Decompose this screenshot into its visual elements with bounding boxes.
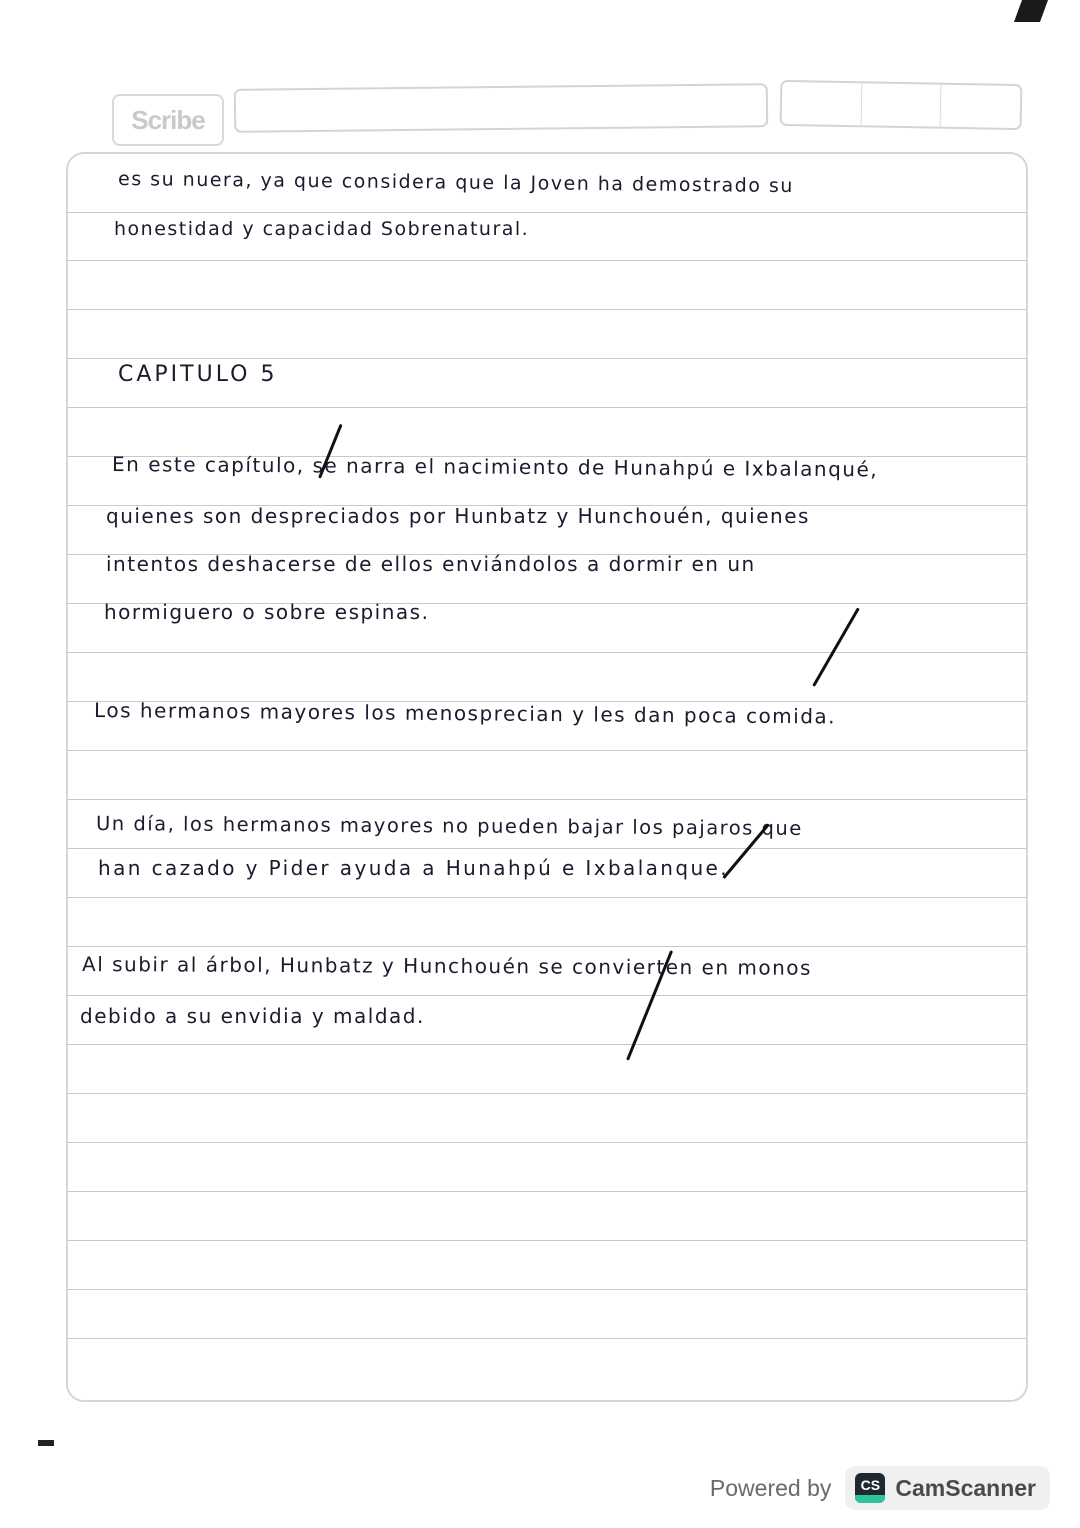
- ruled-line: [68, 750, 1026, 751]
- ruled-line: [68, 260, 1026, 261]
- ruled-line: [68, 1240, 1026, 1241]
- powered-by-label: Powered by: [709, 1474, 832, 1501]
- page-corner-shadow: [1014, 0, 1048, 22]
- page-edge-shadow: [38, 1440, 54, 1446]
- ruled-line: [68, 407, 1026, 408]
- date-field: [780, 80, 1023, 130]
- handwritten-line: Un día, los hermanos mayores no pueden bajar los pajaros que: [96, 812, 803, 840]
- ruled-line: [68, 309, 1026, 310]
- handwritten-line: En este capítulo, se narra el nacimiento de Hunahpú e Ixbalanqué,: [112, 452, 879, 482]
- handwritten-line: honestidad y capacidad Sobrenatural.: [114, 218, 530, 240]
- camscanner-watermark: [710, 1466, 1050, 1510]
- ruled-line: [68, 1142, 1026, 1143]
- handwritten-line: Los hermanos mayores los menosprecian y les dan poca comida.: [94, 698, 837, 729]
- camscanner-badge: [845, 1466, 1050, 1510]
- ruled-line: [68, 1338, 1026, 1339]
- lined-sheet: [66, 152, 1028, 1402]
- ruled-line: [68, 212, 1026, 213]
- chapter-heading: CAPITULO 5: [118, 362, 278, 387]
- ruled-line: [68, 1044, 1026, 1045]
- camscanner-name: CamScanner: [895, 1474, 1036, 1501]
- ruled-line: [68, 799, 1026, 800]
- handwritten-line: hormiguero o sobre espinas.: [104, 600, 430, 624]
- ruled-line: [68, 946, 1026, 947]
- date-cell-year: [941, 85, 1020, 128]
- ruled-line: [68, 848, 1026, 849]
- camscanner-logo-icon: CS: [855, 1473, 885, 1503]
- brand-logo: Scribe: [112, 94, 224, 146]
- ruled-line: [68, 358, 1026, 359]
- handwritten-line: quienes son despreciados por Hunbatz y Hunchouén, quienes: [106, 504, 810, 528]
- ruled-line: [68, 1289, 1026, 1290]
- date-cell-day: [782, 82, 862, 125]
- ruled-line: [68, 652, 1026, 653]
- handwritten-line: debido a su envidia y maldad.: [80, 1004, 425, 1028]
- ruled-line: [68, 995, 1026, 996]
- handwritten-line: es su nuera, ya que considera que la Joven ha demostrado su: [118, 168, 795, 198]
- date-cell-month: [861, 83, 941, 126]
- handwritten-line: han cazado y Pider ayuda a Hunahpú e Ixbalanque.: [98, 856, 730, 880]
- title-field: [234, 83, 768, 133]
- notebook-header: [112, 86, 1024, 146]
- handwritten-line: Al subir al árbol, Hunbatz y Hunchouén se convierten en monos: [82, 952, 813, 980]
- ruled-line: [68, 897, 1026, 898]
- ruled-line: [68, 1191, 1026, 1192]
- ruled-line: [68, 1093, 1026, 1094]
- handwritten-line: intentos deshacerse de ellos enviándolos a dormir en un: [106, 552, 756, 576]
